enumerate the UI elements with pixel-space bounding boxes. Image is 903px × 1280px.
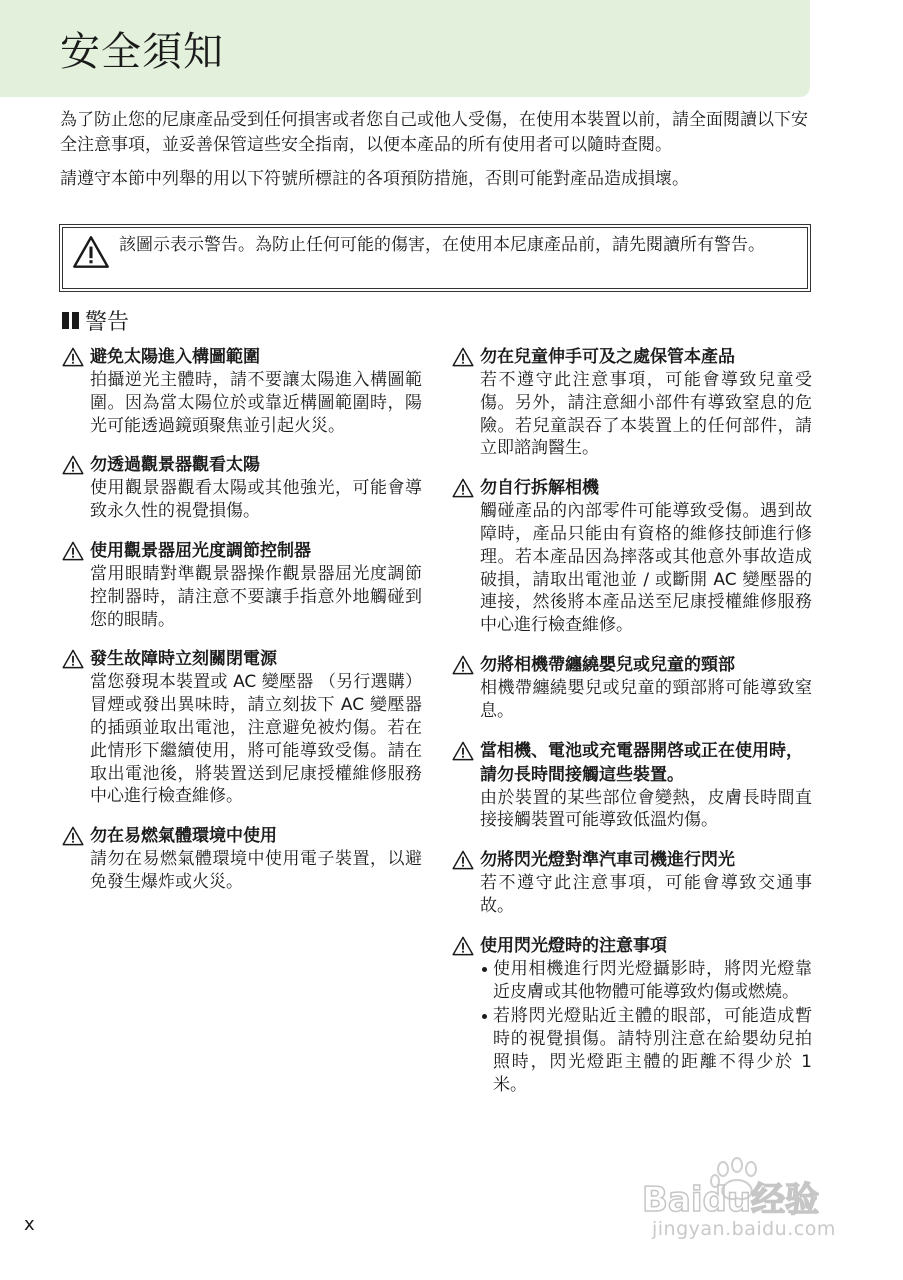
warning-triangle-icon	[62, 347, 84, 367]
warning-item	[452, 476, 812, 637]
warning-item-body: 拍攝逆光主體時，請不要讓太陽進入構圖範圍。因為當太陽位於或靠近構圖範圍時，陽光可能透過鏡頭聚焦並引起火災。	[90, 370, 422, 436]
warning-item-title: 避免太陽進入構圖範圍	[90, 347, 260, 367]
warning-item	[62, 453, 422, 523]
warning-notice-text: 該圖示表示警告。為防止任何可能的傷害，在使用本尼康產品前，請先閱讀所有警告。	[119, 235, 765, 255]
warning-item-body: 當您發現本裝置或 AC 變壓器 （另行選購）冒煙或發出異味時，請立刻拔下 AC 變壓器的插頭並取出電池，注意避免被灼傷。若在此情形下繼續使用，將可能導致受傷。請在取出電池後，將裝置送到尼康授權維修服務中心進行檢查維修。	[90, 672, 422, 807]
warning-item-title: 當相機、電池或充電器開啓或正在使用時，請勿長時間接觸這些裝置。	[480, 740, 803, 785]
warning-item-title: 勿在兒童伸手可及之處保管本產品	[480, 347, 735, 367]
warning-item-title: 勿將閃光燈對準汽車司機進行閃光	[480, 850, 735, 871]
warning-triangle-icon	[62, 826, 84, 846]
warning-triangle-icon	[452, 347, 474, 367]
warning-item	[452, 653, 812, 723]
warning-item-title: 發生故障時立刻關閉電源	[90, 649, 277, 670]
intro-paragraph-1: 為了防止您的尼康產品受到任何損害或者您自己或他人受傷，在使用本裝置以前，請全面閱讀以下安全注意事項，並妥善保管這些安全指南，以便本產品的所有使用者可以隨時查閱。	[60, 110, 808, 155]
warning-item-title: 使用觀景器屈光度調節控制器	[90, 540, 311, 561]
intro-section	[60, 108, 812, 201]
section-heading-label: 警告	[85, 310, 130, 335]
section-marker-icon	[62, 312, 79, 329]
bullet-list	[452, 958, 812, 1097]
warning-triangle-icon	[452, 478, 474, 498]
warning-item-body: 請勿在易燃氣體環境中使用電子裝置，以避免發生爆炸或火災。	[90, 849, 422, 892]
warning-item	[452, 345, 812, 460]
left-column	[62, 345, 422, 910]
warning-item	[62, 539, 422, 631]
warning-triangle-icon	[452, 741, 474, 761]
page-title: 安全須知	[60, 29, 224, 75]
warning-item	[62, 824, 422, 894]
warning-item	[62, 345, 422, 437]
warning-triangle-icon	[452, 936, 474, 956]
warning-item-body: 使用觀景器觀看太陽或其他強光，可能會導致永久性的視覺損傷。	[90, 478, 422, 522]
warning-item-body: 由於裝置的某些部位會變熱，皮膚長時間直接接觸裝置可能導致低溫灼傷。	[480, 787, 812, 831]
svg-text:Baidu经验: Baidu经验	[642, 1180, 820, 1216]
warning-item-title: 使用閃光燈時的注意事項	[480, 935, 667, 956]
bullet-item: 使用相機進行閃光燈攝影時，將閃光燈靠近皮膚或其他物體可能導致灼傷或燃燒。	[480, 958, 812, 1004]
warning-item-body: 相機帶纏繞嬰兒或兒童的頸部將可能導致窒息。	[480, 677, 812, 721]
warning-triangle-icon	[62, 541, 84, 561]
warning-item	[452, 739, 812, 833]
warning-triangle-icon	[452, 655, 474, 675]
warning-item-body: 若不遵守此注意事項，可能會導致交通事故。	[480, 873, 812, 916]
warning-item	[452, 934, 812, 1097]
warning-item-body: 當用眼睛對準觀景器操作觀景器屈光度調節控制器時，請注意不要讓手指意外地觸碰到您的眼睛。	[90, 563, 422, 630]
warning-triangle-icon	[452, 850, 474, 870]
watermark-url: jingyan.baidu.com	[652, 1218, 836, 1240]
bullet-item: 若將閃光燈貼近主體的眼部，可能造成暫時的視覺損傷。請特別注意在給嬰幼兒拍照時，閃光燈距主體的距離不得少於 1 米。	[480, 1005, 812, 1096]
warning-triangle-icon	[62, 455, 84, 475]
warning-item	[452, 848, 812, 918]
title-band	[0, 0, 810, 97]
section-heading-warning	[62, 305, 129, 336]
warning-triangle-icon	[72, 235, 110, 269]
intro-paragraph-2: 請遵守本節中列舉的用以下符號所標註的各項預防措施，否則可能對產品造成損壞。	[60, 169, 689, 189]
baidu-watermark	[640, 1148, 870, 1248]
warning-item-title: 勿透過觀景器觀看太陽	[90, 455, 260, 476]
warning-notice-box	[62, 227, 808, 289]
page-number: x	[24, 1214, 35, 1235]
warning-item-title: 勿自行拆解相機	[480, 478, 599, 499]
baidu-paw-logo	[640, 1156, 870, 1216]
warning-item-title: 勿將相機帶纏繞嬰兒或兒童的頸部	[480, 654, 735, 675]
right-column	[452, 345, 812, 1113]
warning-item-body: 觸碰產品的內部零件可能導致受傷。遇到故障時，產品只能由有資格的維修技師進行修理。若本產品因為摔落或其他意外事故造成破損，請取出電池並 / 或斷開 AC 變壓器的連接，然後將本產品送至尼康授權維修服務中心進行檢查維修。	[480, 501, 812, 636]
warning-item-body: 若不遵守此注意事項，可能會導致兒童受傷。另外，請注意細小部件有導致窒息的危險。若兒童誤吞了本裝置上的任何部件，請立即諮詢醫生。	[480, 370, 812, 459]
warning-item-title: 勿在易燃氣體環境中使用	[90, 826, 277, 847]
warning-item	[62, 647, 422, 808]
warning-triangle-icon	[62, 649, 84, 669]
